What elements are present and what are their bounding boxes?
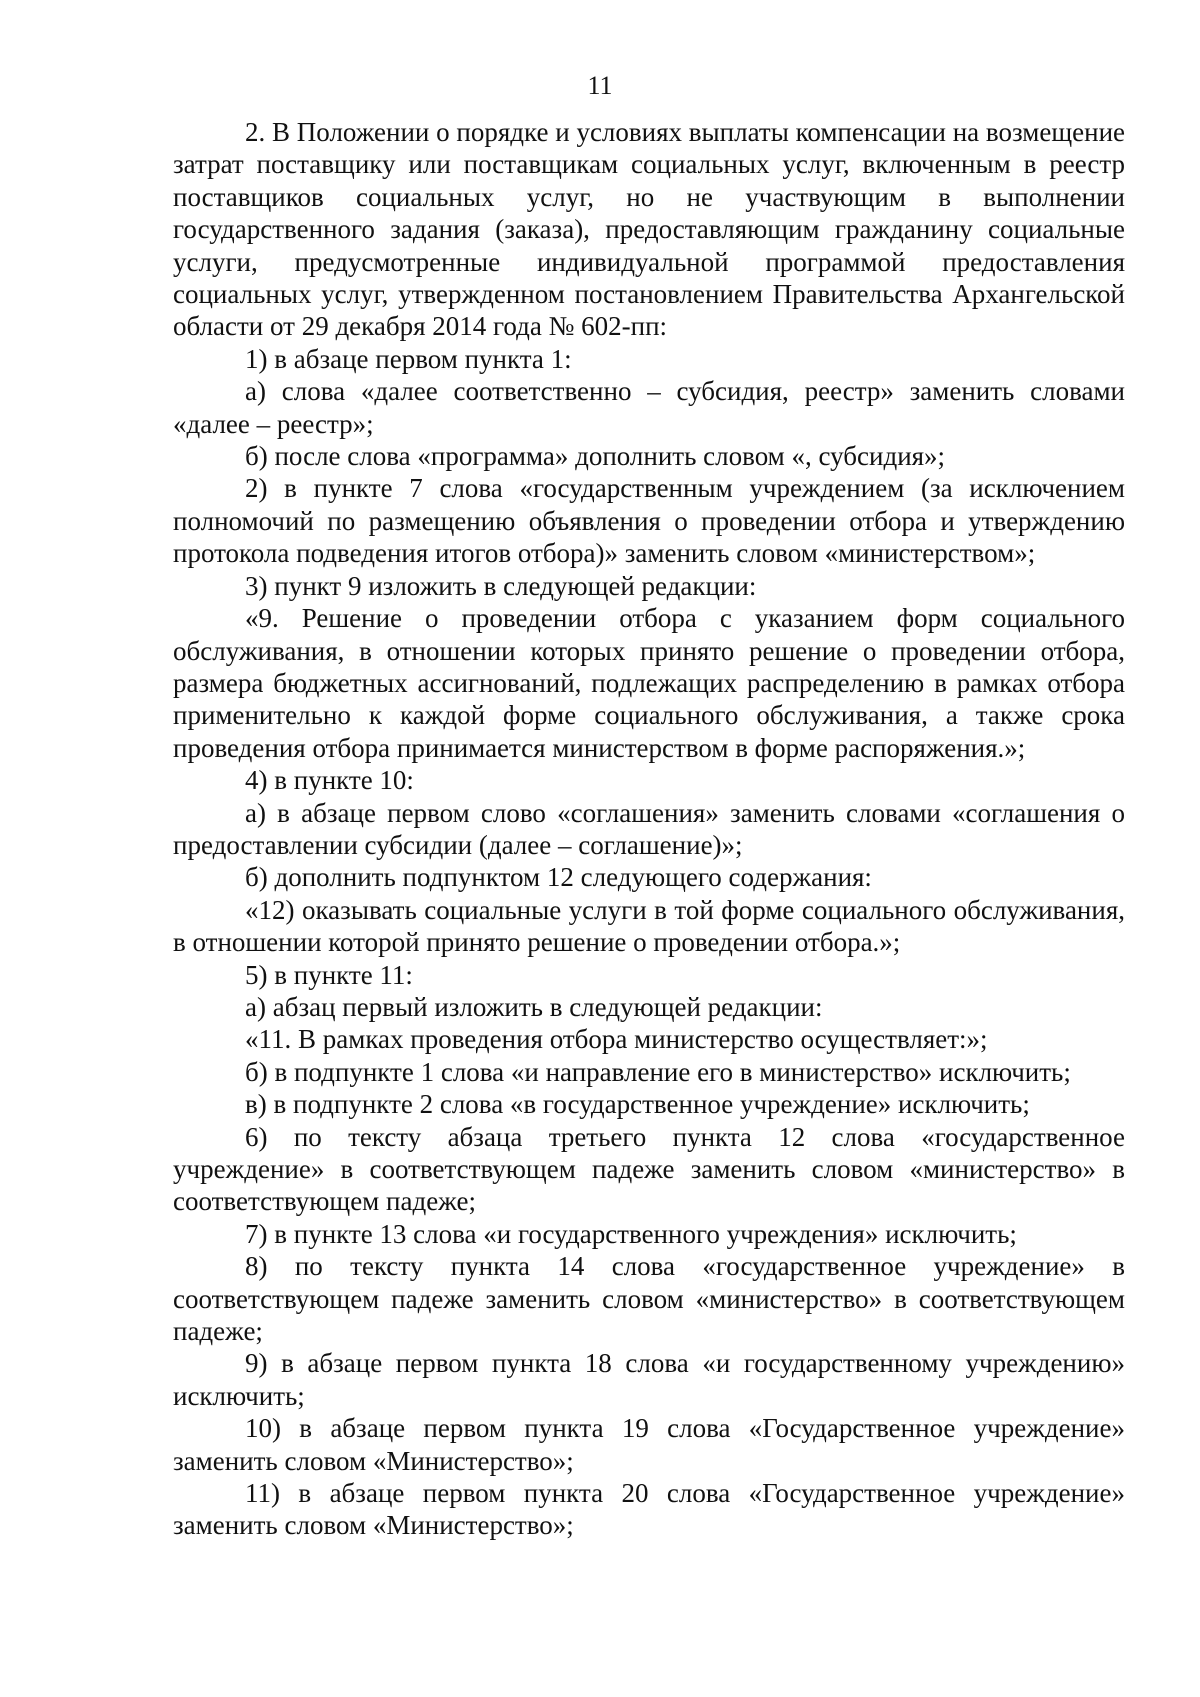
paragraph-item-5c: в) в подпункте 2 слова «в государственное учреждение» исключить; [245,1089,1030,1120]
paragraph-item-1b: б) после слова «программа» дополнить словом «, субсидия»; [245,441,946,472]
paragraph-item-9: 9) в абзаце первом пункта 18 слова «и государственному учреждению» исключить; [173,1348,1125,1411]
paragraph-item-4a: а) в абзаце первом слово «соглашения» заменить словами «соглашения о предоставлении субсидии (далее – соглашение)»; [173,797,1125,860]
paragraph-item-8: 8) по тексту пункта 14 слова «государственное учреждение» в соответствующем падеже заменить словом «министерство» в соответствующем падеже; [173,1251,1125,1347]
paragraph-item-4b-quote: «12) оказывать социальные услуги в той форме социального обслуживания, в отношении которой принято решение о проведении отбора.»; [173,894,1125,958]
page-number: 11 [587,71,613,100]
paragraph-item-3: 3) пункт 9 изложить в следующей редакции: [245,570,757,601]
paragraph-item-5a: а) абзац первый изложить в следующей редакции: [245,991,823,1022]
paragraph-item-4: 4) в пункте 10: [245,765,414,796]
paragraph-item-7: 7) в пункте 13 слова «и государственного учреждения» исключить; [245,1218,1017,1249]
paragraph-item-1a: а) слова «далее соответственно – субсидия, реестр» заменить словами «далее – реестр»; [173,376,1125,439]
paragraph-item-4b: б) дополнить подпунктом 12 следующего содержания: [245,862,872,893]
paragraph-item-6: 6) по тексту абзаца третьего пункта 12 слова «государственное учреждение» в соответствующем падеже заменить словом «министерство» в соответствующем падеже; [173,1121,1125,1217]
paragraph-item-5b: б) в подпункте 1 слова «и направление его в министерство» исключить; [245,1056,1071,1087]
paragraph-item-3-quote: «9. Решение о проведении отбора с указанием форм социального обслуживания, в отношении которых принято решение о проведении отбора, размера бюджетных ассигнований, подлежащих распределению в рамках отбора применительно к каждой форме социального обслуживания, а также срока проведения отбора принимается министерством в форме распоряжения.»; [173,603,1125,763]
paragraph-item-2: 2) в пункте 7 слова «государственным учреждением (за исключением полномочий по размещению объявления о проведении отбора и утверждению протокола подведения итогов отбора)» заменить словом «министерством»; [173,473,1125,569]
paragraph-item-1: 1) в абзаце первом пункта 1: [245,343,572,374]
document-body [173,116,1125,1542]
paragraph-item-5a-quote: «11. В рамках проведения отбора министерство осуществляет:»; [245,1024,988,1055]
paragraph-item-5: 5) в пункте 11: [245,959,413,990]
paragraph-intro: 2. В Положении о порядке и условиях выплаты компенсации на возмещение затрат поставщику или поставщикам социальных услуг, включенным в реестр поставщиков социальных услуг, но не участвующим в выполнении государственного задания (заказа), предоставляющим гражданину социальные услуги, предусмотренные индивидуальной программой предоставления социальных услуг, утвержденном постановлением Правительства Архангельской области от 29 декабря 2014 года № 602-пп: [173,117,1125,342]
paragraph-item-11: 11) в абзаце первом пункта 20 слова «Государственное учреждение» заменить словом «Министерство»; [173,1478,1125,1541]
paragraph-item-10: 10) в абзаце первом пункта 19 слова «Государственное учреждение» заменить словом «Министерство»; [173,1413,1125,1476]
